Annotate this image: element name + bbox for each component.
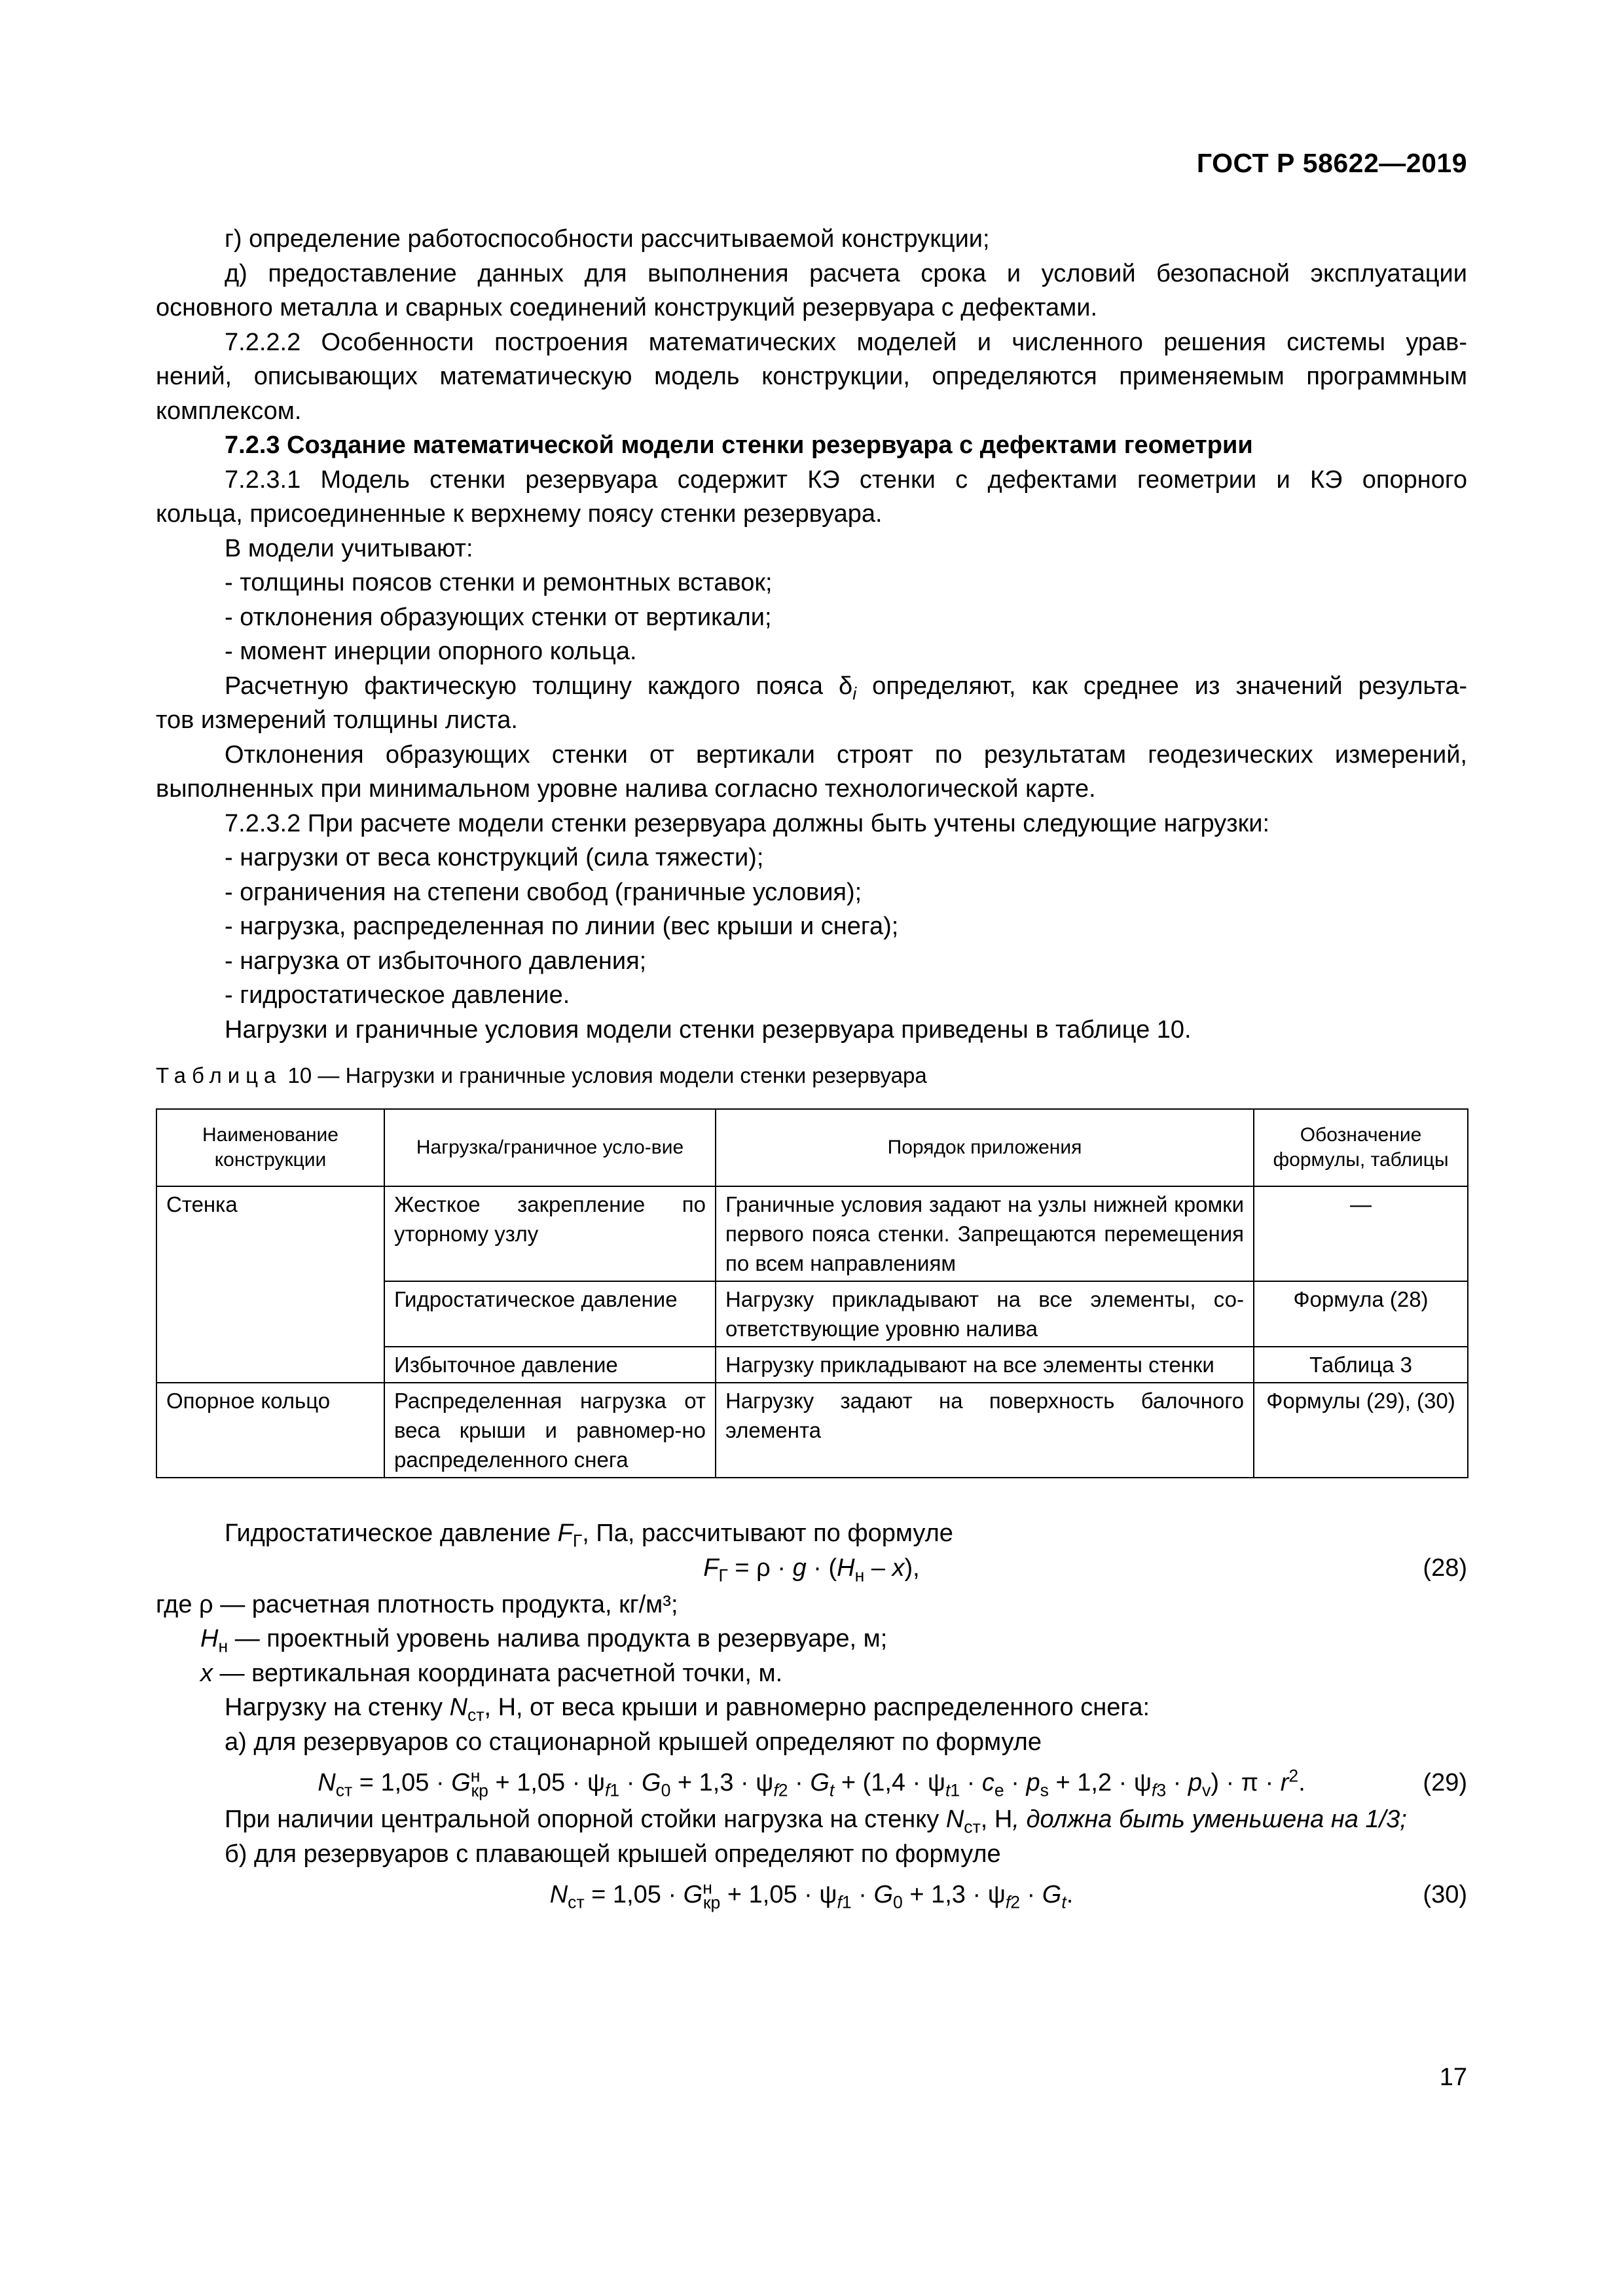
table-cell: Избыточное давление: [384, 1347, 716, 1383]
list-item: - нагрузка, распределенная по линии (вес крыши и снега);: [225, 913, 899, 940]
var-F-sub: Г: [572, 1531, 583, 1551]
where-rho: где ρ — расчетная плотность продукта, кг/м³;: [156, 1590, 678, 1618]
list-item: - толщины поясов стенки и ремонтных вставок;: [225, 569, 773, 596]
clause-7-2-2-2-line2: нений, описывающих математическую модель конструкции, определяются применяемым программным: [156, 363, 1467, 390]
deviation-paragraph-line2: выполненных при минимальном уровне налива согласно технологической карте.: [156, 775, 1096, 803]
clause-7-2-3-1-line1: 7.2.3.1 Модель стенки резервуара содержит КЭ стенки с дефектами геометрии и КЭ опорного: [225, 465, 1467, 494]
loads-table: [156, 1108, 1468, 1478]
load-intro-text: Нагрузку на стенку: [225, 1694, 450, 1721]
list-item-g: г) определение работоспособности рассчитываемой конструкции;: [225, 225, 990, 253]
page-body: [156, 222, 1467, 1914]
note-unit: , Н: [980, 1806, 1013, 1833]
table-cell: Граничные условия задают на узлы нижней кромки первого пояса стенки. Запрещаются перемещения по всем направлениям: [716, 1186, 1254, 1281]
thickness-text-2: определяют, как среднее из значений результа-: [856, 672, 1467, 700]
table-cell: Распределенная нагрузка от веса крыши и равномер-но распределенного снега: [384, 1383, 716, 1478]
model-considers-intro: В модели учитывают:: [225, 534, 473, 562]
table-row: [156, 1186, 1468, 1281]
table-row: [156, 1383, 1468, 1478]
thickness-paragraph-line1: [156, 669, 1467, 704]
list-item-d-line2: основного металла и сварных соединений конструкций резервуара с дефектами.: [156, 294, 1098, 321]
list-item: - отклонения образующих стенки от вертикали;: [225, 603, 772, 631]
list-item-d-line1: д) предоставление данных для выполнения расчета срока и условий безопасной эксплуатации: [225, 259, 1467, 287]
formula-30-number: (30): [1423, 1881, 1467, 1908]
clause-7-2-2-2-line3: комплексом.: [156, 397, 302, 425]
document-code-header: ГОСТ Р 58622—2019: [1196, 148, 1467, 178]
list-item: - ограничения на степени свобод (граничные условия);: [225, 878, 862, 906]
where-x-text: — вертикальная координата расчетной точки, м.: [213, 1659, 783, 1687]
list-item: - гидростатическое давление.: [225, 981, 570, 1009]
var-N-sub: ст: [467, 1705, 484, 1725]
where-H-text: — проектный уровень налива продукта в резервуаре, м;: [228, 1625, 888, 1652]
column-header: Нагрузка/граничное усло-вие: [384, 1109, 716, 1186]
note-tail: , должна быть уменьшена на 1/3;: [1012, 1806, 1407, 1833]
where-x: [156, 1656, 1467, 1691]
list-item: - нагрузка от избыточного давления;: [225, 947, 647, 975]
section-heading-7-2-3: 7.2.3 Создание математической модели стенки резервуара с дефектами геометрии: [225, 431, 1253, 459]
var-F: F: [557, 1520, 573, 1547]
var-N: N: [449, 1694, 468, 1721]
thickness-paragraph-line2: тов измерений толщины листа.: [156, 706, 518, 734]
page-number: 17: [1439, 2064, 1467, 2091]
table-cell: [156, 1347, 384, 1383]
formula-28-intro-text: Гидростатическое давление: [225, 1520, 558, 1547]
formula-29-line: [156, 1766, 1467, 1802]
table-caption-label: Таблица: [156, 1063, 282, 1087]
formula-28-line: [156, 1551, 1467, 1588]
table-header-row: [156, 1109, 1468, 1186]
list-item: - нагрузки от веса конструкций (сила тяжести);: [225, 844, 764, 871]
var-x: x: [200, 1659, 213, 1687]
formula-28-number: (28): [1423, 1554, 1467, 1582]
column-header: Порядок приложения: [716, 1109, 1254, 1186]
table-cell: —: [1254, 1186, 1468, 1281]
table-caption-text: 10 — Нагрузки и граничные условия модели стенки резервуара: [282, 1063, 927, 1087]
thickness-index: i: [852, 683, 857, 704]
table-reference-paragraph: Нагрузки и граничные условия модели стенки резервуара приведены в таблице 10.: [225, 1015, 1192, 1044]
formula-30-line: [156, 1878, 1467, 1914]
case-a: а) для резервуаров со стационарной крышей определяют по формуле: [225, 1728, 1042, 1756]
var-N-sub: ст: [964, 1817, 981, 1837]
clause-7-2-3-2: 7.2.3.2 При расчете модели стенки резервуара должны быть учтены следующие нагрузки:: [225, 809, 1270, 837]
table-cell: Нагрузку прикладывают на все элементы стенки: [716, 1347, 1254, 1383]
formula-29-number: (29): [1423, 1769, 1467, 1796]
table-cell: Формула (28): [1254, 1281, 1468, 1347]
table-cell: Стенка: [156, 1186, 384, 1281]
load-on-wall-intro: [156, 1690, 1467, 1725]
var-N: N: [945, 1806, 964, 1833]
table-cell: Жесткое закрепление по уторному узлу: [384, 1186, 716, 1281]
column-header: Обозначение формулы, таблицы: [1254, 1109, 1468, 1186]
table-cell: Таблица 3: [1254, 1347, 1468, 1383]
thickness-text-1: Расчетную фактическую толщину каждого пояса δ: [225, 672, 853, 700]
var-H: H: [200, 1625, 219, 1652]
table-row: [156, 1281, 1468, 1347]
note-text: При наличии центральной опорной стойки нагрузка на стенку: [225, 1806, 946, 1833]
table-cell: Нагрузку прикладывают на все элементы, со-ответствующие уровню налива: [716, 1281, 1254, 1347]
column-header: Наименование конструкции: [156, 1109, 384, 1186]
table-cell: Опорное кольцо: [156, 1383, 384, 1478]
where-H: [156, 1622, 1467, 1656]
formula-28: $F_Г = \rho \cdot g \cdot (H_н - x)$,: [703, 1554, 920, 1586]
clause-7-2-3-1-line2: кольца, присоединенные к верхнему поясу стенки резервуара.: [156, 500, 883, 528]
list-item: - момент инерции опорного кольца.: [225, 638, 637, 665]
formula-28-intro-tail: , Па, рассчитывают по формуле: [582, 1520, 953, 1547]
deviation-paragraph-line1: Отклонения образующих стенки от вертикали строят по результатам геодезических измерений,: [225, 740, 1467, 769]
formula-29: $N_{ст} = 1,05 \cdot G^н_{кр} + 1,05 \cdot \psi_{f1} \cdot G_0 + 1,3 \cdot \psi_{f2} \cdot G_t + (1,4 \cdot \psi_{t1} \cdot c_e \cdot p_s + 1,2 \cdot \psi_{f3} \cdot p_v) \cdot \pi \cdot r^2$.: [318, 1766, 1305, 1800]
table-caption: [156, 1063, 1467, 1089]
table-cell: Формулы (29), (30): [1254, 1383, 1468, 1478]
load-intro-tail: , Н, от веса крыши и равномерно распределенного снега:: [484, 1694, 1150, 1721]
formula-28-intro: [156, 1516, 1467, 1551]
table-cell: Гидростатическое давление: [384, 1281, 716, 1347]
var-H-sub: н: [218, 1636, 228, 1656]
central-support-note: [156, 1802, 1467, 1837]
case-b: б) для резервуаров с плавающей крышей определяют по формуле: [225, 1840, 1001, 1868]
table-row: [156, 1347, 1468, 1383]
table-cell: [156, 1281, 384, 1347]
table-cell: Нагрузку задают на поверхность балочного элемента: [716, 1383, 1254, 1478]
clause-7-2-2-2-line1: 7.2.2.2 Особенности построения математических моделей и численного решения системы урав-: [225, 328, 1467, 356]
formula-30: $N_{ст} = 1,05 \cdot G^н_{кр} + 1,05 \cdot \psi_{f1} \cdot G_0 + 1,3 \cdot \psi_{f2} \cdot G_t$.: [549, 1878, 1074, 1912]
